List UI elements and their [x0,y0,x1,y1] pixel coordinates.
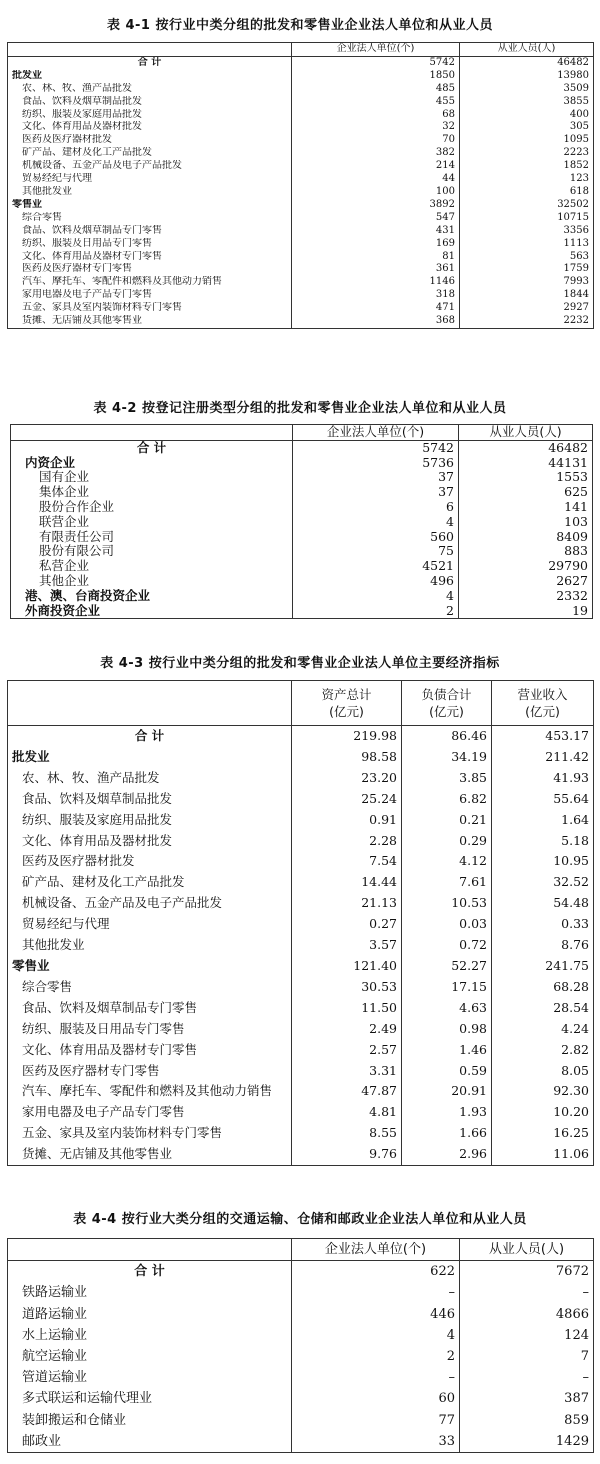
table-row [8,109,594,122]
value-cell: 77 [292,1410,460,1431]
row-label: 纺织、服装及日用品专门零售 [22,237,152,249]
table-row [8,1431,594,1453]
row-label: 外商投资企业 [25,603,101,618]
value-cell: 68.28 [492,977,594,998]
value-cell: 44 [292,173,460,186]
value-cell: 455 [292,96,460,109]
row-label: 贸易经纪与代理 [22,916,110,932]
value-cell: 3356 [460,225,594,238]
row-label: 零售业 [12,198,42,210]
column-header: 负债合计 (亿元) [402,681,492,726]
table-row [8,789,594,810]
column-header: 企业法人单位(个) [292,1239,460,1261]
row-label: 联营企业 [39,514,90,529]
row-label: 邮政业 [22,1433,62,1449]
table-row [11,589,593,604]
value-cell: 21.13 [292,893,402,914]
row-label: 食品、饮料及烟草制品批发 [22,790,173,806]
value-cell: 3892 [292,199,460,212]
value-cell: 618 [460,186,594,199]
total-row [8,56,594,69]
value-cell: 30.53 [292,977,402,998]
value-cell: 0.03 [402,914,492,935]
value-cell: 37 [293,485,459,500]
value-cell: 387 [460,1388,594,1409]
value-cell: 10715 [460,212,594,225]
value-cell: 1553 [459,470,593,485]
table-row [8,1367,594,1388]
table-row [8,935,594,956]
value-cell: 2.96 [402,1144,492,1165]
row-label: 私营企业 [39,559,90,574]
value-cell: 219.98 [292,726,402,747]
value-cell: 3.31 [292,1061,402,1082]
value-cell: 10.20 [492,1102,594,1123]
row-label: 农、林、牧、渔产品批发 [22,82,132,94]
value-cell: 169 [292,238,460,251]
table-row [8,238,594,251]
table-row [8,289,594,302]
row-label: 文化、体育用品及器材专门零售 [22,1041,198,1057]
table-row [8,83,594,96]
value-cell: 8409 [459,530,593,545]
table-row [8,1102,594,1123]
table-row [8,147,594,160]
value-cell: 211.42 [492,747,594,768]
value-cell: 1852 [460,160,594,173]
table-row [8,1081,594,1102]
table-row [8,96,594,109]
value-cell: 4 [293,515,459,530]
value-cell: 883 [459,544,593,559]
header-cell-blank [8,43,292,57]
value-cell: – [292,1367,460,1388]
total-row [8,1261,594,1283]
value-cell: 123 [460,173,594,186]
value-cell: 0.72 [402,935,492,956]
total-row [8,726,594,747]
table-row [8,768,594,789]
table-row [8,914,594,935]
column-header: 从业人员(人) [460,43,594,57]
row-label: 港、澳、台商投资企业 [25,588,151,603]
header-row [8,43,594,57]
value-cell: 23.20 [292,768,402,789]
value-cell: 0.33 [492,914,594,935]
value-cell: 55.64 [492,789,594,810]
value-cell: 446 [292,1304,460,1325]
value-cell: 103 [459,515,593,530]
value-cell: 241.75 [492,956,594,977]
value-cell: 4.63 [402,998,492,1019]
row-label: 家用电器及电子产品专门零售 [22,1104,185,1120]
value-cell: 25.24 [292,789,402,810]
value-cell: 305 [460,121,594,134]
table-row [8,977,594,998]
table-row [8,276,594,289]
value-cell: 5736 [293,456,459,471]
row-label: 有限责任公司 [39,529,115,544]
row-label: 股份有限公司 [39,544,115,559]
value-cell: 86.46 [402,726,492,747]
table-row [8,251,594,264]
row-label: 贸易经纪与代理 [22,173,92,185]
row-label: 批发业 [12,748,50,764]
table-row [11,515,593,530]
value-cell: 859 [460,1410,594,1431]
value-cell: 98.58 [292,747,402,768]
total-row [11,440,593,455]
table-row [8,956,594,977]
value-cell: 10.95 [492,851,594,872]
value-cell: 10.53 [402,893,492,914]
value-cell: 20.91 [402,1081,492,1102]
table-row [11,574,593,589]
table-row [8,831,594,852]
value-cell: 11.50 [292,998,402,1019]
table-row [8,1410,594,1431]
table-row [8,70,594,83]
table-row [11,530,593,545]
header-cell-blank [8,1239,292,1261]
value-cell: 560 [293,530,459,545]
table-row [8,199,594,212]
table-4-3 [7,680,594,1166]
table-row [8,121,594,134]
row-label: 合 计 [137,56,162,68]
value-cell: 4521 [293,559,459,574]
value-cell: 141 [459,500,593,515]
value-cell: 1.46 [402,1040,492,1061]
value-cell: 9.76 [292,1144,402,1165]
row-label: 纺织、服装及日用品专门零售 [22,1020,185,1036]
table-row [8,186,594,199]
value-cell: 1844 [460,289,594,302]
row-label: 综合零售 [22,978,73,994]
value-cell: 8.05 [492,1061,594,1082]
value-cell: 54.48 [492,893,594,914]
value-cell: 0.21 [402,810,492,831]
row-label: 道路运输业 [22,1306,88,1322]
value-cell: 32502 [460,199,594,212]
value-cell: 33 [292,1431,460,1453]
row-label: 矿产品、建材及化工产品批发 [22,147,152,159]
value-cell: 2 [292,1346,460,1367]
table-row [11,604,593,619]
header-row [8,681,594,726]
row-label: 矿产品、建材及化工产品批发 [22,874,185,890]
row-label: 内资企业 [25,455,76,470]
value-cell: 14.44 [292,872,402,893]
value-cell: 29790 [459,559,593,574]
row-label: 装卸搬运和仓储业 [22,1412,127,1428]
value-cell: 16.25 [492,1123,594,1144]
column-header: 从业人员(人) [459,425,593,441]
value-cell: 0.98 [402,1019,492,1040]
row-label: 食品、饮料及烟草制品批发 [22,95,142,107]
row-label: 机械设备、五金产品及电子产品批发 [22,160,182,172]
value-cell: 1113 [460,238,594,251]
value-cell: 496 [293,574,459,589]
table-4-4 [7,1238,594,1453]
value-cell: 34.19 [402,747,492,768]
table-row [8,893,594,914]
column-header: 企业法人单位(个) [293,425,459,441]
value-cell: 1095 [460,134,594,147]
value-cell: 400 [460,109,594,122]
row-label: 货摊、无店铺及其他零售业 [22,315,142,327]
table-row [8,1019,594,1040]
value-cell: 75 [293,544,459,559]
row-label: 合 计 [134,728,165,743]
value-cell: 92.30 [492,1081,594,1102]
row-label: 食品、饮料及烟草制品专门零售 [22,224,162,236]
table-row [8,1144,594,1165]
row-label: 文化、体育用品及器材批发 [22,121,142,133]
table-row [8,998,594,1019]
table-row [8,1123,594,1144]
value-cell: 431 [292,225,460,238]
value-cell: 0.29 [402,831,492,852]
value-cell: 382 [292,147,460,160]
value-cell: 124 [460,1325,594,1346]
row-label: 管道运输业 [22,1370,88,1386]
value-cell: 0.91 [292,810,402,831]
row-label: 医药及医疗器材专门零售 [22,263,132,275]
row-label: 其他企业 [39,573,90,588]
row-label: 其他批发业 [22,937,85,953]
row-label: 医药及医疗器材批发 [22,134,112,146]
row-label: 国有企业 [39,470,90,485]
value-cell: 2.28 [292,831,402,852]
value-cell: 7672 [460,1261,594,1283]
value-cell: 68 [292,109,460,122]
value-cell: 47.87 [292,1081,402,1102]
value-cell: 2627 [459,574,593,589]
column-header: 企业法人单位(个) [292,43,460,57]
value-cell: 32.52 [492,872,594,893]
table-4-4-title: 表 4-4 按行业大类分组的交通运输、仓储和邮政业企业法人单位和从业人员 [73,1212,527,1227]
value-cell: 2 [293,604,459,619]
table-row [8,173,594,186]
table-row [8,225,594,238]
table-row [8,263,594,276]
value-cell: – [460,1367,594,1388]
table-4-1 [7,42,594,329]
value-cell: 4 [293,589,459,604]
value-cell: 5742 [293,440,459,455]
value-cell: 2232 [460,315,594,328]
value-cell: 41.93 [492,768,594,789]
value-cell: 46482 [460,56,594,69]
value-cell: 11.06 [492,1144,594,1165]
value-cell: 3509 [460,83,594,96]
row-label: 医药及医疗器材批发 [22,853,135,869]
value-cell: 214 [292,160,460,173]
row-label: 货摊、无店铺及其他零售业 [22,1146,173,1162]
table-row [8,212,594,225]
value-cell: 361 [292,263,460,276]
table-row [11,456,593,471]
value-cell: 3.85 [402,768,492,789]
value-cell: 60 [292,1388,460,1409]
row-label: 股份合作企业 [39,499,115,514]
table-row [8,1282,594,1303]
value-cell: 1.64 [492,810,594,831]
table-row [8,872,594,893]
row-label: 集体企业 [39,485,90,500]
row-label: 五金、家具及室内装饰材料专门零售 [22,302,182,314]
value-cell: 4.24 [492,1019,594,1040]
row-label: 机械设备、五金产品及电子产品批发 [22,895,223,911]
table-row [8,1388,594,1409]
value-cell: 453.17 [492,726,594,747]
value-cell: 2.82 [492,1040,594,1061]
value-cell: 7993 [460,276,594,289]
value-cell: 2.49 [292,1019,402,1040]
header-cell-blank [8,681,292,726]
row-label: 多式联运和运输代理业 [22,1391,153,1407]
table-row [11,500,593,515]
row-label: 纺织、服装及家庭用品批发 [22,108,142,120]
header-cell-blank [11,425,293,441]
table-row [11,485,593,500]
value-cell: 2927 [460,302,594,315]
table-4-3-title: 表 4-3 按行业中类分组的批发和零售业企业法人单位主要经济指标 [100,656,500,671]
value-cell: 625 [459,485,593,500]
row-label: 食品、饮料及烟草制品专门零售 [22,999,198,1015]
table-row [8,1304,594,1325]
column-header: 营业收入 (亿元) [492,681,594,726]
row-label: 汽车、摩托车、零配件和燃料及其他动力销售 [22,1083,273,1099]
value-cell: 0.59 [402,1061,492,1082]
value-cell: 6.82 [402,789,492,810]
value-cell: 46482 [459,440,593,455]
value-cell: 70 [292,134,460,147]
table-row [8,1040,594,1061]
table-row [8,1346,594,1367]
value-cell: 7.54 [292,851,402,872]
row-label: 航空运输业 [22,1349,88,1365]
value-cell: 2.57 [292,1040,402,1061]
header-row [8,1239,594,1261]
column-header: 从业人员(人) [460,1239,594,1261]
table-row [11,470,593,485]
value-cell: 4.12 [402,851,492,872]
value-cell: 1146 [292,276,460,289]
row-label: 零售业 [12,957,50,973]
table-row [8,302,594,315]
value-cell: 2223 [460,147,594,160]
value-cell: 17.15 [402,977,492,998]
row-label: 批发业 [12,69,42,81]
table-4-1-title: 表 4-1 按行业中类分组的批发和零售业企业法人单位和从业人员 [106,18,494,33]
value-cell: 0.27 [292,914,402,935]
row-label: 文化、体育用品及器材专门零售 [22,250,162,262]
table-row [8,160,594,173]
row-label: 家用电器及电子产品专门零售 [22,289,152,301]
table-row [11,559,593,574]
value-cell: 1850 [292,70,460,83]
value-cell: 4 [292,1325,460,1346]
value-cell: 7.61 [402,872,492,893]
row-label: 合 计 [136,440,167,455]
row-label: 文化、体育用品及器材批发 [22,832,173,848]
row-label: 合 计 [134,1264,165,1280]
value-cell: 19 [459,604,593,619]
value-cell: 3.57 [292,935,402,956]
value-cell: 3855 [460,96,594,109]
value-cell: 1.66 [402,1123,492,1144]
row-label: 铁路运输业 [22,1285,88,1301]
row-label: 其他批发业 [22,185,72,197]
row-label: 纺织、服装及家庭用品批发 [22,811,173,827]
value-cell: 622 [292,1261,460,1283]
value-cell: 563 [460,251,594,264]
value-cell: 100 [292,186,460,199]
row-label: 水上运输业 [22,1327,88,1343]
row-label: 医药及医疗器材专门零售 [22,1062,160,1078]
value-cell: 485 [292,83,460,96]
value-cell: 2332 [459,589,593,604]
row-label: 五金、家具及室内装饰材料专门零售 [22,1125,223,1141]
value-cell: 37 [293,470,459,485]
value-cell: 318 [292,289,460,302]
value-cell: 6 [293,500,459,515]
value-cell: 1759 [460,263,594,276]
value-cell: 5742 [292,56,460,69]
value-cell: – [292,1282,460,1303]
row-label: 汽车、摩托车、零配件和燃料及其他动力销售 [22,276,222,288]
value-cell: 52.27 [402,956,492,977]
value-cell: 547 [292,212,460,225]
table-row [8,747,594,768]
value-cell: 8.76 [492,935,594,956]
value-cell: 471 [292,302,460,315]
value-cell: 1429 [460,1431,594,1453]
row-label: 综合零售 [22,211,62,223]
header-row [11,425,593,441]
value-cell: 4.81 [292,1102,402,1123]
table-row [8,134,594,147]
value-cell: – [460,1282,594,1303]
value-cell: 121.40 [292,956,402,977]
table-row [8,810,594,831]
value-cell: 4866 [460,1304,594,1325]
column-header: 资产总计 (亿元) [292,681,402,726]
table-row [8,1325,594,1346]
value-cell: 28.54 [492,998,594,1019]
value-cell: 8.55 [292,1123,402,1144]
table-row [8,851,594,872]
value-cell: 368 [292,315,460,328]
value-cell: 7 [460,1346,594,1367]
value-cell: 13980 [460,70,594,83]
row-label: 农、林、牧、渔产品批发 [22,769,160,785]
table-row [8,315,594,328]
table-row [8,1061,594,1082]
value-cell: 5.18 [492,831,594,852]
table-4-2-title: 表 4-2 按登记注册类型分组的批发和零售业企业法人单位和从业人员 [93,401,507,416]
table-row [11,544,593,559]
table-4-2 [10,424,593,619]
value-cell: 44131 [459,456,593,471]
value-cell: 1.93 [402,1102,492,1123]
value-cell: 81 [292,251,460,264]
value-cell: 32 [292,121,460,134]
